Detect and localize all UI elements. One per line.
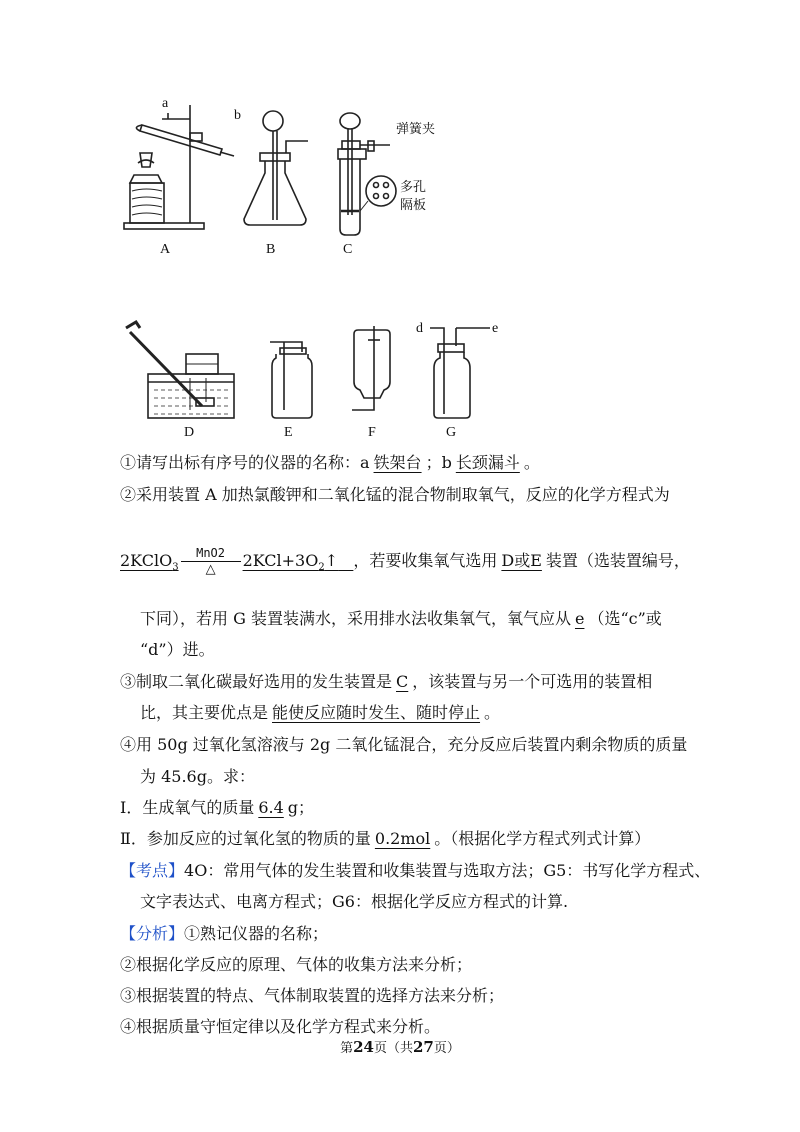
eq-products: 2KCl+3O: [242, 551, 319, 570]
kaodian-text1: 4O：常用气体的发生装置和收集装置与选取方法；G5：书写化学方程式、: [184, 861, 711, 880]
q2-line3: [140, 608, 662, 630]
fenxi-text1: ①熟记仪器的名称；: [184, 924, 329, 943]
q4-line2: 为 45.6g。求：: [140, 767, 255, 786]
q4-i-end: g；: [287, 798, 315, 817]
fenxi-line4: ④根据质量守恒定律以及化学方程式来分析。: [120, 1017, 441, 1036]
label-porous-2: 隔板: [400, 198, 427, 213]
q4-part-i: [120, 797, 314, 819]
footer-total-pages: 27: [413, 1038, 434, 1056]
q3-line2: [140, 702, 500, 724]
q2-answer-port: e: [574, 609, 585, 628]
apparatus-a: [124, 105, 234, 229]
q4-ii-prefix: Ⅱ．参加反应的过氧化氢的物质的量: [120, 829, 371, 848]
chemical-equation: [120, 546, 353, 579]
q2-line4: “d”）进。: [140, 640, 215, 659]
label-e: e: [492, 321, 499, 336]
page-footer: [0, 1037, 800, 1056]
kaodian-line2: 文字表达式、电离方程式；G6：根据化学反应方程式的计算.: [140, 892, 569, 911]
apparatus-f: [352, 326, 390, 410]
label-porous-1: 多孔: [400, 180, 427, 195]
q1-answer-a: 铁架台: [373, 453, 422, 472]
q2-after-eq: ，若要收集氧气选用: [353, 551, 498, 570]
fenxi-line3: ③根据装置的特点、气体制取装置的选择方法来分析；: [120, 986, 505, 1005]
kaodian-line1: [120, 860, 710, 882]
q4-i-prefix: Ⅰ．生成氧气的质量: [120, 798, 255, 817]
q4-line1: ④用 50g 过氧化氢溶液与 2g 二氧化锰混合，充分反应后装置内剩余物质的质量: [120, 735, 688, 754]
q3-line1-text: ③制取二氧化碳最好选用的发生装置是: [120, 672, 393, 691]
label-A: A: [160, 242, 171, 257]
eq-gas-arrow: ↑: [324, 551, 339, 570]
apparatus-g: [430, 328, 490, 418]
q4-part-ii: [120, 828, 650, 850]
label-C: C: [343, 242, 353, 257]
q3-answer-advantage: 能使反应随时发生、随时停止: [272, 703, 481, 722]
apparatus-c: [338, 113, 396, 235]
label-G: G: [446, 425, 457, 440]
label-B: B: [266, 242, 276, 257]
q2-line3-text: 下同），若用 G 装置装满水，采用排水法收集氧气，氧气应从: [140, 609, 571, 628]
q1-mid: ；b: [425, 453, 452, 472]
label-F: F: [368, 425, 376, 440]
apparatus-e: [270, 342, 312, 418]
label-D: D: [184, 425, 195, 440]
q4-ii-answer: 0.2mol: [374, 829, 431, 848]
eq-condition: [181, 546, 241, 577]
fenxi-tag: 【分析】: [120, 924, 185, 943]
q2-after-port: （选“c”或: [588, 609, 662, 628]
q3-after-device: ，该装置与另一个可选用的装置相: [412, 672, 653, 691]
footer-page-number: 24: [353, 1038, 374, 1056]
q1-end: 。: [523, 453, 540, 472]
label-a: a: [162, 96, 169, 111]
footer-mid: 页（共: [373, 1041, 413, 1056]
eq-products-sub: 2: [318, 562, 325, 574]
apparatus-figure-bottom: [120, 318, 510, 443]
q1-line: [120, 452, 540, 474]
q2-after-collect: 装置（选装置编号，: [545, 551, 690, 570]
fenxi-line2: ②根据化学反应的原理、气体的收集方法来分析；: [120, 955, 473, 974]
q4-ii-end: 。（根据化学方程式列式计算）: [434, 829, 651, 848]
q2-answer-collect: D或E: [501, 551, 542, 570]
eq-heat: △: [205, 562, 216, 577]
q3-line1: [120, 671, 652, 693]
label-E: E: [284, 425, 293, 440]
eq-reactant: 2KClO: [120, 551, 173, 570]
apparatus-d: [126, 322, 234, 418]
label-b: b: [234, 108, 241, 123]
q2-line1: ②采用装置 A 加热氯酸钾和二氧化锰的混合物制取氧气，反应的化学方程式为: [120, 485, 670, 504]
label-spring-clip: 弹簧夹: [396, 122, 436, 137]
kaodian-tag: 【考点】: [120, 861, 185, 880]
apparatus-b: [244, 111, 308, 225]
eq-reactant-sub: 3: [172, 562, 179, 574]
q1-answer-b: 长颈漏斗: [455, 453, 520, 472]
q1-prefix: ①请写出标有序号的仪器的名称：a: [120, 453, 370, 472]
q3-answer-device: C: [396, 672, 409, 691]
q2-equation-line: [120, 546, 690, 579]
label-d: d: [416, 321, 423, 336]
footer-pre: 第: [340, 1041, 354, 1056]
q4-i-answer: 6.4: [258, 798, 284, 817]
footer-post: 页）: [433, 1041, 460, 1056]
apparatus-figure-top: [110, 95, 440, 270]
eq-catalyst: MnO2: [196, 546, 226, 560]
q3-line2-text: 比，其主要优点是: [140, 703, 269, 722]
fenxi-line1: [120, 923, 328, 945]
q3-end: 。: [484, 703, 501, 722]
